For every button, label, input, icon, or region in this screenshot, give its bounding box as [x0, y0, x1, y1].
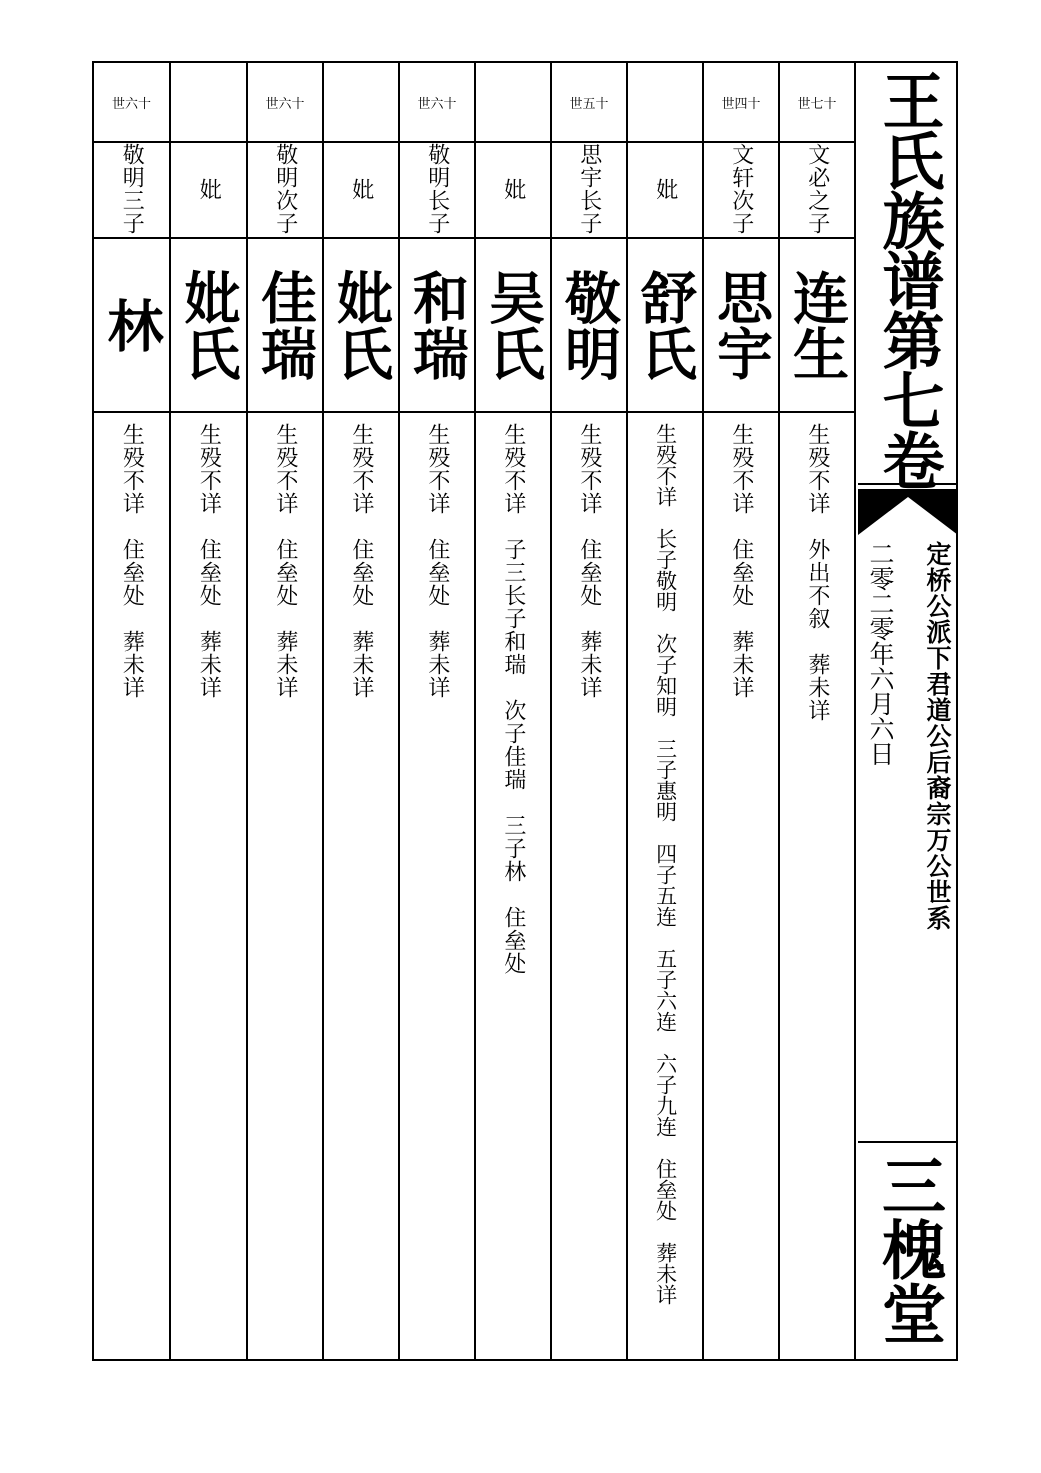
name-cell: [324, 239, 398, 411]
relation-cell: [628, 141, 702, 237]
book-subtitle: 定桥公派下君道公后裔宗万公世系: [923, 541, 952, 931]
generation-label: 世六十: [265, 96, 305, 112]
relation-label: 妣: [196, 177, 222, 201]
person-name: 和瑞: [404, 269, 470, 381]
relation-cell: [780, 141, 854, 237]
relation-label: 文轩次子: [728, 143, 754, 235]
person-name: 妣氏: [328, 269, 394, 381]
entry-column: [628, 63, 702, 1359]
hall-name: 三槐堂: [871, 1153, 946, 1345]
relation-cell: [552, 141, 626, 237]
generation-label: [171, 63, 246, 141]
fishtail-ornament: [858, 491, 958, 537]
name-cell: [248, 239, 322, 411]
bio-cell: [476, 423, 550, 1359]
name-cell: [94, 239, 169, 411]
relation-label: 敬明次子: [272, 143, 298, 235]
bio-cell: [704, 423, 778, 1359]
relation-label: 敬明长子: [424, 143, 450, 235]
bio-text: 生殁不详 住垒处 葬未详: [348, 423, 374, 699]
book-title: 王氏族谱第七卷: [872, 69, 945, 489]
person-name: 舒氏: [632, 269, 698, 381]
entry-column: [704, 63, 778, 1359]
entry-column: [94, 63, 169, 1359]
genealogy-page: [92, 61, 958, 1361]
relation-label: 思宇长子: [576, 143, 602, 235]
bio-text: 生殁不详 长子敬明 次子知明 三子惠明 四子五连 五子六连 六子九连 住垒处 葬未详: [653, 423, 678, 1305]
generation-label: [628, 63, 702, 141]
relation-label: 文必之子: [804, 143, 830, 235]
entry-column: [552, 63, 626, 1359]
generation-label: 世七十: [797, 96, 837, 112]
generation-label: 世四十: [721, 96, 761, 112]
bio-text: 生殁不详 住垒处 葬未详: [576, 423, 602, 699]
bio-cell: [628, 423, 702, 1359]
entry-column: [248, 63, 322, 1359]
title-panel: [858, 63, 958, 1359]
relation-cell: [171, 141, 246, 237]
generation-label: 世六十: [111, 96, 151, 112]
entry-column: [780, 63, 854, 1359]
relation-label: 妣: [652, 177, 678, 201]
entry-column: [324, 63, 398, 1359]
name-cell: [552, 239, 626, 411]
hall-name-cell: [858, 1145, 958, 1359]
relation-cell: [476, 141, 550, 237]
compile-date: 二零二零年六月六日: [866, 541, 895, 766]
relation-cell: [324, 141, 398, 237]
relation-cell: [704, 141, 778, 237]
entry-column: [476, 63, 550, 1359]
entry-column: [400, 63, 474, 1359]
generation-label: [324, 63, 398, 141]
hall-rule: [858, 1141, 958, 1143]
generation-label: 世五十: [569, 96, 609, 112]
bio-cell: [248, 423, 322, 1359]
name-cell: [476, 239, 550, 411]
relation-cell: [400, 141, 474, 237]
bio-cell: [552, 423, 626, 1359]
bio-text: 生殁不详 住垒处 葬未详: [728, 423, 754, 699]
bio-cell: [94, 423, 169, 1359]
bio-cell: [400, 423, 474, 1359]
name-cell: [171, 239, 246, 411]
bio-cell: [324, 423, 398, 1359]
bio-text: 生殁不详 子三长子和瑞 次子佳瑞 三子林 住垒处: [500, 423, 526, 975]
name-cell: [628, 239, 702, 411]
relation-cell: [94, 141, 169, 237]
relation-label: 妣: [500, 177, 526, 201]
title-rule: [858, 483, 958, 485]
relation-label: 妣: [348, 177, 374, 201]
name-cell: [780, 239, 854, 411]
bio-cell: [171, 423, 246, 1359]
bio-cell: [780, 423, 854, 1359]
book-title-cell: [858, 63, 958, 489]
bio-text: 生殁不详 住垒处 葬未详: [196, 423, 222, 699]
relation-cell: [248, 141, 322, 237]
column-divider: [854, 63, 856, 1359]
person-name: 林: [98, 297, 165, 353]
person-name: 连生: [784, 269, 850, 381]
person-name: 吴氏: [480, 269, 546, 381]
person-name: 敬明: [556, 269, 622, 381]
name-cell: [400, 239, 474, 411]
bio-text: 生殁不详 住垒处 葬未详: [272, 423, 298, 699]
relation-label: 敬明三子: [119, 143, 145, 235]
person-name: 佳瑞: [252, 269, 318, 381]
name-cell: [704, 239, 778, 411]
generation-label: 世六十: [417, 96, 457, 112]
bio-text: 生殁不详 住垒处 葬未详: [119, 423, 145, 699]
bio-text: 生殁不详 外出不叙 葬未详: [804, 423, 830, 722]
person-name: 思宇: [708, 269, 774, 381]
entry-column: [171, 63, 246, 1359]
person-name: 妣氏: [175, 269, 242, 381]
generation-label: [476, 63, 550, 141]
bio-text: 生殁不详 住垒处 葬未详: [424, 423, 450, 699]
